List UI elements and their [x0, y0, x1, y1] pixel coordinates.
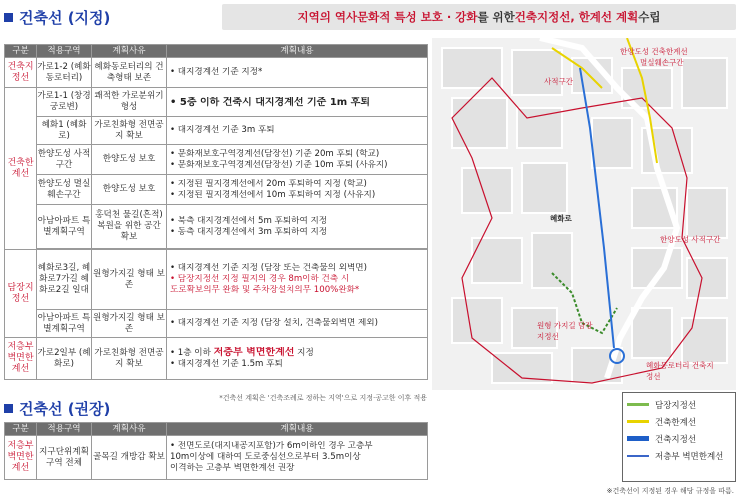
summary-banner — [222, 4, 736, 30]
title-bullet-icon — [4, 404, 13, 413]
banner-text-2: 를 위한 — [477, 10, 515, 24]
header-content: 계획내용 — [167, 423, 428, 436]
map-label-yangdo-limit: 한양도성 건축한계선 — [620, 47, 688, 56]
content-line: • 대지경계선 기준 지정 (담장 또는 건축물의 외벽면) — [170, 263, 367, 273]
content-line: • 대지경계선 기준 지정 (담장 설치, 건축물외벽면 제외) — [170, 318, 378, 328]
content-line: • 5층 이하 건축시 대지경계선 기준 1m 후퇴 — [170, 96, 370, 108]
table-header-row — [5, 45, 428, 58]
header-category: 구분 — [5, 423, 37, 436]
area-cell: 한양도성 멸실훼손구간 — [37, 175, 92, 205]
section-title-recommended — [4, 396, 110, 420]
table-row — [5, 117, 428, 145]
title-bullet-icon — [4, 13, 13, 22]
legend-item — [627, 447, 731, 464]
content-cell — [167, 117, 428, 145]
content-cell — [167, 88, 428, 117]
content-cell — [167, 145, 428, 175]
map-label-road: 혜화로 — [550, 214, 572, 223]
category-cell: 저층부벽면한계선 — [5, 338, 37, 380]
area-cell: 가로1-1 (창경궁로변) — [37, 88, 92, 117]
footnote-rule: ※건축선이 지정된 경우 해당 규정을 따름. — [606, 487, 734, 495]
content-line: • 지정된 필지경계선에서 10m 후퇴하여 지정 (사유지) — [170, 189, 376, 200]
content-cell — [167, 338, 428, 380]
banner-highlight-3: 건축지정선, 한계선 계획 — [514, 10, 639, 24]
table-row — [5, 310, 428, 338]
category-cell: 건축한계선 — [5, 88, 37, 250]
content-line: 이격하는 고층부 벽면한계선 권장 — [170, 463, 295, 473]
reason-cell: 한양도성 보호 — [92, 145, 167, 175]
area-cell: 지구단위계획구역 전체 — [37, 436, 92, 480]
header-reason: 계획사유 — [92, 423, 167, 436]
designated-building-line-table — [4, 44, 428, 380]
recommended-building-line-table — [4, 422, 428, 480]
content-line: • 대지경계선 기준 1.5m 후퇴 — [170, 359, 283, 369]
reason-cell: 한양도성 보호 — [92, 175, 167, 205]
header-area: 적용구역 — [37, 45, 92, 58]
area-cell: 가로1-2 (혜화동로터리) — [37, 58, 92, 88]
legend-label: 건축지정선 — [655, 434, 697, 445]
content-line: • 담장지정선 지정 필지의 경우 8m이하 건축 시 — [170, 274, 350, 284]
reason-cell: 골목길 개방감 확보 — [92, 436, 167, 480]
content-line: • 동측 대지경계선에서 3m 후퇴하여 지정 — [170, 226, 328, 237]
banner-highlight-1: 지역의 역사문화적 특성 보호 · 강화 — [297, 10, 478, 24]
category-cell: 저층부벽면한계선 — [5, 436, 37, 480]
content-cell — [167, 175, 428, 205]
content-cell — [167, 250, 428, 310]
legend-item — [627, 430, 731, 447]
content-cell — [167, 436, 428, 480]
content-cell — [167, 58, 428, 88]
reason-cell: 원형가지길 형태 보존 — [92, 250, 167, 310]
reason-cell: 혜화동로터리의 건축형태 보존 — [92, 58, 167, 88]
content-line: • 전면도로(대지내공지포함)가 6m이하인 경우 고층부 — [170, 441, 373, 451]
legend-swatch — [627, 403, 649, 406]
content-line: • 대지경계선 기준 지정* — [170, 67, 263, 77]
area-cell: 혜화1 (혜화로) — [37, 117, 92, 145]
table-row — [5, 145, 428, 175]
table-row — [5, 175, 428, 205]
table-header-row — [5, 423, 428, 436]
table-row — [5, 338, 428, 380]
content-line: • 문화재보호구역경계선(담장선) 기준 20m 후퇴 (학교) — [170, 148, 380, 159]
content-text: • 1층 이하 — [170, 348, 214, 358]
content-cell — [167, 205, 428, 249]
legend-label: 저층부 벽면한계선 — [655, 451, 724, 462]
header-area: 적용구역 — [37, 423, 92, 436]
legend-label: 담장지정선 — [655, 400, 697, 411]
area-cell: 아남아파트 특별계획구역 — [37, 310, 92, 338]
content-highlight: 저층부 벽면한계선 — [213, 347, 295, 358]
district-map — [432, 38, 736, 390]
reason-cell: 가로친화형 전면공지 확보 — [92, 117, 167, 145]
area-cell: 가로2일부 (혜화로) — [37, 338, 92, 380]
legend-swatch — [627, 455, 649, 457]
content-cell — [167, 310, 428, 338]
reason-cell: 가로친화형 전면공지 확보 — [92, 338, 167, 380]
banner-text-4: 수립 — [638, 10, 661, 24]
map-label-lost-section: 멸실훼손구간 — [640, 58, 684, 67]
category-cell: 건축지정선 — [5, 58, 37, 88]
table-row — [5, 436, 428, 480]
content-line: • 북측 대지경계선에서 5m 후퇴하여 지정 — [170, 215, 328, 226]
category-cell: 담장지정선 — [5, 250, 37, 338]
map-label-rotary: 혜화동로터리 건축지정선 — [646, 361, 714, 381]
page-title: 건축선 (지정) — [19, 8, 111, 27]
map-label-wall-line: 원형 가지길 담장지정선 — [537, 321, 593, 341]
content-line: • 문화재보호구역경계선(담장선) 기준 10m 후퇴 (사유지) — [170, 159, 388, 170]
area-cell: 한양도성 사적구간 — [37, 145, 92, 175]
content-line: 도로확보의무 완화 및 주차장설치의무 100%완화* — [170, 285, 360, 295]
map-label-historic-section: 사적구간 — [544, 77, 573, 86]
map-label-yangdo-historic: 한양도성 사적구간 — [660, 235, 721, 244]
header-content: 계획내용 — [167, 45, 428, 58]
reason-cell: 홍덕천 물길(흔적) 복원을 위한 공간 확보 — [92, 205, 167, 249]
legend-swatch — [627, 420, 649, 423]
legend-item — [627, 413, 731, 430]
area-cell: 혜화로3길, 혜화로7가길 혜화로2길 일대 — [37, 250, 92, 310]
header-category: 구분 — [5, 45, 37, 58]
content-text: 지정 — [294, 348, 314, 358]
reason-cell: 원형가지길 형태 보존 — [92, 310, 167, 338]
content-line: • 대지경계선 기준 3m 후퇴 — [170, 125, 275, 135]
table-row — [5, 88, 428, 117]
map-legend — [622, 392, 736, 482]
legend-label: 건축한계선 — [655, 417, 697, 428]
content-line: 10m이상에 대하여 도로중심선으로부터 3.5m이상 — [170, 452, 361, 462]
content-line: • 지정된 필지경계선에서 20m 후퇴하여 지정 (학교) — [170, 178, 367, 189]
section-title-designated — [4, 3, 110, 31]
footnote-apply: *건축선 계획은 '건축조례로 정하는 지역'으로 지정·공고한 이후 적용 — [219, 394, 427, 402]
legend-swatch — [627, 436, 649, 441]
content-line — [170, 347, 424, 359]
table-row — [5, 58, 428, 88]
header-reason: 계획사유 — [92, 45, 167, 58]
table-row — [5, 205, 428, 249]
legend-item — [627, 396, 731, 413]
area-cell: 아남아파트 특별계획구역 — [37, 205, 92, 249]
reason-cell: 쾌적한 가로분위기 형성 — [92, 88, 167, 117]
section-title: 건축선 (권장) — [19, 399, 111, 418]
table-row — [5, 250, 428, 310]
